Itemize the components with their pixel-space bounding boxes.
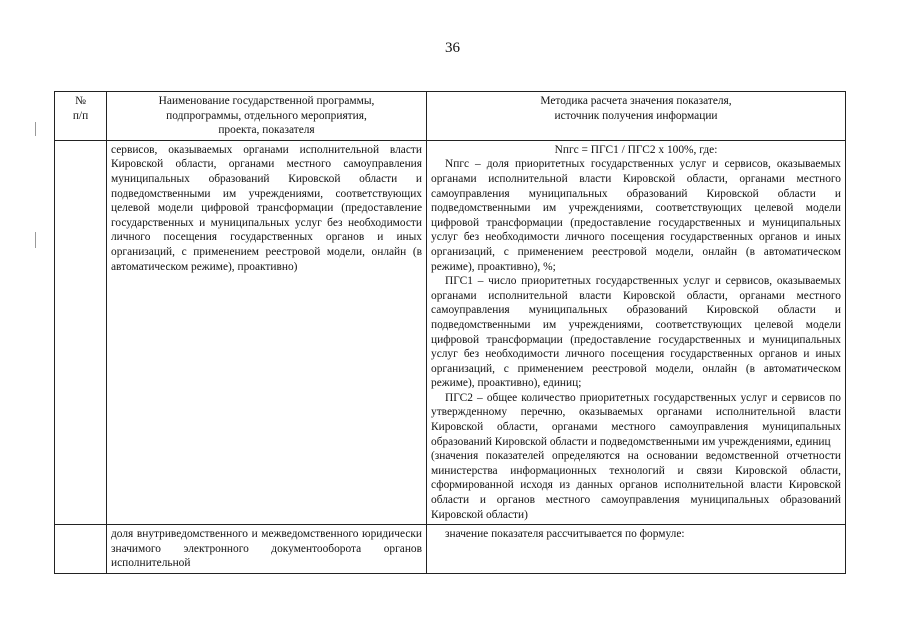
method-paragraph: ПГС1 – число приоритетных государственных услуг и сервисов, оказываемых органами исполнительной власти Кировской области, органами местного самоуправления муниципальных образований Кировской области и подведомственными им учреждениями, соответствующих целевой модели цифровой трансформации (предоставление государственных и муниципальных услуг без необходимости личного посещения государственных органов и иных организаций, с применением реестровой модели, онлайн (в автоматическом режиме), проактивно), единиц;	[431, 275, 841, 390]
scan-margin-mark	[35, 122, 36, 136]
table-row	[55, 525, 846, 574]
method-paragraph: ПГС2 – общее количество приоритетных государственных услуг и сервисов по утвержденному перечню, оказываемых органами исполнительной власти Кировской области, органами местного самоуправления муниципальных образований Кировской области и подведомственными им учреждениями, единиц	[431, 391, 841, 448]
calculation-method	[427, 140, 846, 524]
method-paragraph: Nпгс – доля приоритетных государственных услуг и сервисов, оказываемых органами исполнительной власти Кировской области, органами местного самоуправления муниципальных образований Кировской области и подведомственными им учреждениями, соответствующих целевой модели цифровой трансформации (предоставление государственных и муниципальных услуг без необходимости личного посещения государственных органов и иных организаций, с применением реестровой модели, онлайн (в автоматическом режиме), проактивно), %;	[431, 158, 841, 273]
header-name	[107, 92, 427, 141]
header-line: Наименование государственной программы,	[158, 95, 375, 107]
row-number	[55, 140, 107, 524]
header-line: источник получения информации	[554, 109, 718, 122]
table-row	[55, 140, 846, 524]
header-line: проекта, показателя	[218, 124, 315, 137]
header-number	[55, 92, 107, 141]
header-line: п/п	[72, 109, 89, 122]
table-header-row	[55, 92, 846, 141]
calculation-method	[427, 525, 846, 574]
indicator-name: сервисов, оказываемых органами исполнительной власти Кировской области, органами местного самоуправления муниципальных образований Кировской области и подведомственными им учреждениями, соответствующих целевой модели цифровой трансформации (предоставление государственных и муниципальных услуг без необходимости личного посещения государственных органов и иных организаций, с применением реестровой модели, онлайн (в автоматическом режиме), проактивно)	[107, 140, 427, 524]
indicator-name: доля внутриведомственного и межведомственного юридически значимого электронного документооборота органов исполнительной	[107, 525, 427, 574]
header-line: подпрограммы, отдельного мероприятия,	[166, 109, 367, 122]
indicators-table	[54, 91, 846, 574]
header-line: Методика расчета значения показателя,	[540, 95, 732, 107]
method-paragraph: значение показателя рассчитывается по формуле:	[445, 528, 685, 541]
row-number	[55, 525, 107, 574]
formula: Nпгс = ПГС1 / ПГС2 х 100%, где:	[554, 143, 718, 156]
method-paragraph: (значения показателей определяются на основании ведомственной отчетности министерства информационных технологий и связи Кировской области, сформированной исходя из данных органов исполнительной власти Кировской области и органов местного самоуправления муниципальных образований Кировской области)	[431, 450, 841, 521]
page-number: 36	[445, 40, 460, 56]
scan-margin-mark	[35, 232, 36, 248]
header-method	[427, 92, 846, 141]
header-line: №	[75, 95, 86, 107]
